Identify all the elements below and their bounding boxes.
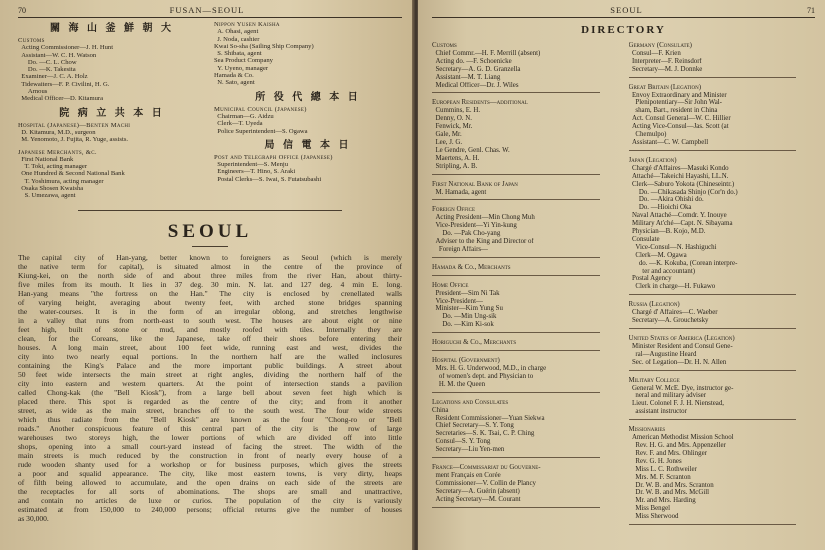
text-line: Post and Telegraph Office (Japanese) (214, 153, 333, 161)
text-line: Secretary—Liu Yen-men (432, 446, 505, 454)
entry-divider (432, 332, 600, 333)
text-line: Interpreter—F. Reinsdorf (628, 57, 702, 65)
text-line: One Hundred & Second National Bank (18, 170, 125, 178)
text-line: city into eastern and western quarters. At the point of intersection stands a pavilion (18, 378, 402, 388)
text-line: J. Noda, cashier (214, 35, 260, 43)
text-line: Japan (Legation) (628, 156, 677, 164)
text-line: Chemulpo) (628, 131, 667, 139)
text-line: five miles from its mouth. It lies in 37 deg. 30 min. N. lat. and 127 deg. 4 min E. long. (18, 279, 402, 289)
entry-divider (432, 174, 600, 175)
text-line: H. M. the Queen (432, 380, 486, 388)
text-line: Le Gendre, Genl. Chas. W. (432, 146, 510, 154)
text-line: The capital city of Han-yang, better known to foreigners as Seoul (which is merely (18, 252, 402, 262)
directory-entry (214, 106, 402, 135)
text-line: Do. —C. L. Chow (18, 58, 77, 66)
text-line: Consul—S. Y. Tong (432, 438, 491, 446)
text-line: Do. —Chikasada Shinjo (Cor'n do.) (628, 188, 738, 196)
text-line: Denny, O. N. (432, 115, 472, 123)
text-line: Plenipotentiary—Sir John Wal- (628, 99, 722, 107)
text-line: Chargé d' Affaires—C. Waeber (628, 309, 718, 317)
text-line: Han-yang means "the fortress on the Han." The city is enclosed by crenellated walls (18, 288, 402, 298)
directory-entry (432, 282, 619, 333)
text-line: Chairman—G. Aidzu (214, 112, 274, 120)
text-line: Postal Clerks—S. Iwai, S. Futatsubashi (214, 175, 322, 183)
text-line: European Residents—additional (432, 99, 528, 107)
right-page (418, 0, 825, 550)
text-line: Secretary—A. Grouchetsky (628, 317, 709, 325)
text-line: Chief Secretary—S. Y. Tong (432, 422, 514, 430)
text-line: a poor and squalid appearance. The city, like most eastern towns, is very dirty, heaps (18, 468, 402, 478)
directory-entry (214, 154, 402, 183)
left-head-rule (18, 17, 402, 18)
text-line: Municipal Council (Japanese) (214, 105, 307, 113)
right-column-2 (629, 42, 816, 531)
text-line: Hospital (Japanese)—Benten Machi (18, 121, 131, 129)
chinese-characters-heading: 關 海 山 釜 鮮 朝 大 (50, 23, 174, 34)
text-line: Postal Agency (628, 275, 672, 283)
text-line: Kwai So-sha (Sailing Ship Company) (214, 42, 314, 50)
text-line: Minister—Kim Yung Su (432, 305, 503, 313)
entry-divider (432, 350, 600, 351)
right-column-1 (432, 42, 619, 531)
entry-divider (432, 507, 600, 508)
text-line: feet high, built of stone or mud, and mostly roofed with tiles. Internally they are (18, 324, 402, 334)
directory-entry (432, 339, 619, 351)
text-line: warehouses two storeys high, the lower portions of which are divided off into little (18, 432, 402, 442)
text-line: Sea Product Company (214, 57, 273, 65)
text-line: Cummins, E. H. (432, 107, 481, 115)
directory-entry (18, 122, 206, 144)
text-line: Maertens, A. H. (432, 154, 480, 162)
text-line: First National Bank (18, 155, 74, 163)
directory-entry (629, 377, 816, 421)
text-line: Acting do. —F. Schoenicke (432, 57, 512, 65)
directory-entry (432, 464, 619, 508)
text-line: Japanese Merchants, &c. (18, 148, 97, 156)
entry-divider (629, 150, 797, 151)
text-line: Hamada & Co., Merchants (432, 263, 511, 271)
text-line: Resident Commissioner—Yuan Siekwa (432, 414, 545, 422)
text-line: Horiguchi & Co., Merchants (432, 339, 517, 347)
text-line: Rev. F. and Mrs. Ohlinger (628, 449, 707, 457)
text-line: Germany (Consulate) (628, 42, 692, 49)
text-line: called Chong-kak (the "Bell Kiosk"), from a large bell about seven feet high which is (18, 387, 402, 397)
left-running-head (18, 6, 402, 15)
text-line: Acting President—Min Chong Muh (432, 214, 535, 222)
text-line: main streets is much reduced by the construction in front of nearly every house of a (18, 450, 402, 460)
left-column-1 (18, 21, 206, 205)
text-line: Consul—F. Krien (628, 49, 681, 57)
text-line: 50 feet wide intersects the main street at right angles, dividing the northern half of the (18, 369, 402, 379)
text-line: neral and military adviser (628, 392, 706, 400)
text-line: roads." Another conspicuous feature of this central part of the city is the row of large (18, 423, 402, 433)
directory-entry (629, 426, 816, 525)
directory-entry (432, 42, 619, 93)
text-line: General W. McE. Dye, instructor ge- (628, 384, 734, 392)
entry-divider (629, 294, 797, 295)
right-page-number: 71 (807, 6, 815, 15)
text-line: France—Commissariat du Gouverne- (432, 464, 541, 472)
left-page-number: 70 (18, 6, 26, 15)
text-line: Stripling, A. B. (432, 162, 478, 170)
text-line: Secretary—A. G. D. Granzella (432, 65, 521, 73)
text-line: China (432, 406, 449, 414)
text-line: Physician—B. Kojo, M.D. (628, 228, 706, 236)
text-line: Lieut. Colonel F. J. H. Nienstead, (628, 400, 725, 408)
text-line: the receptacles for all sorts of abominations. The shops are small and unattractive, (18, 486, 402, 496)
entry-divider (432, 92, 600, 93)
text-line: Russia (Legation) (628, 301, 680, 309)
text-line: Clerk—Saburo Yokota (Chineseintr.) (628, 180, 735, 188)
text-line: Sec. of Legation—Dr. H. N. Allen (628, 358, 727, 366)
text-line: Legations and Consulates (432, 398, 509, 406)
text-line: President—Sim Ni Tak (432, 289, 500, 297)
text-line: Mrs. H. G. Underwood, M.D., in charge (432, 365, 547, 372)
text-line: American Methodist Mission School (628, 434, 734, 442)
text-line: Fenwick, Mr. (432, 123, 473, 131)
directory-title: DIRECTORY (581, 24, 666, 36)
text-line: ter and accountant) (628, 267, 696, 275)
text-line: Hospital (Government) (432, 357, 500, 365)
text-line: placed there. This spot is regarded as the centre of the city; and from it another (18, 396, 402, 406)
text-line: Adviser to the King and Director of (432, 238, 534, 246)
text-line: Chief Commr.—H. F. Merrill (absent) (432, 49, 541, 57)
seoul-heading: SEOUL (167, 220, 253, 242)
text-line: Tidewaiters—F. P. Civilini, H. G. (18, 80, 110, 88)
directory-entry (629, 335, 816, 371)
left-column-2 (214, 21, 402, 205)
text-line: Do. —Min Ung-sik (432, 313, 497, 321)
text-line: estimated at from 150,000 to 240,000 persons; official returns give the number of houses (18, 504, 402, 514)
directory-entry (18, 37, 206, 103)
text-line: Superintendent—S. Menju (214, 161, 288, 169)
text-line: Acting Secretary—M. Courant (432, 495, 521, 503)
seoul-description (18, 253, 402, 523)
text-line: as 30,000. (18, 513, 49, 523)
directory-entry (432, 181, 619, 201)
text-line: Secretary—M. J. Donnke (628, 65, 703, 73)
text-line: Naval Attaché—Comdr. Y. Inouye (628, 212, 727, 220)
right-running-title: SEOUL (610, 5, 643, 15)
directory-entry (432, 357, 619, 393)
text-line: Foreign Affairs— (432, 245, 488, 253)
text-line: Miss Bengel (628, 505, 671, 513)
text-line: of varying height, averaging about twenty feet, with arched stone bridges spanning (18, 297, 402, 307)
text-line: in a valley that runs from north-east to south west. The houses are about eight or nine (18, 315, 402, 325)
text-line: Acting Vice-Consul—Jas. Scott (at (628, 123, 729, 131)
text-line: A. Ohasi, agent (214, 28, 259, 36)
directory-entry (629, 84, 816, 151)
text-line: which thus radiate from the "Bell Kiosk" are known as the four "Chong-ro or "Bell (18, 414, 402, 424)
text-line: Home Office (432, 281, 469, 289)
text-line: Customs (432, 42, 457, 49)
text-line: Miss L. C. Rothweiler (628, 465, 697, 473)
directory-entry (432, 99, 619, 174)
text-line: Customs (18, 37, 45, 44)
chinese-characters-heading: 局 信 電 本 日 (264, 139, 352, 151)
text-line: D. Kitamura, M.D., surgeon (18, 128, 96, 136)
text-line: Secretaries—S. K. Tsai, C. P. Ching (432, 430, 535, 438)
text-line: Mr. and Mrs. Harding (628, 497, 696, 505)
directory-entry (432, 264, 619, 276)
text-line: Dr. W. B. and Mrs. Scranton (628, 481, 714, 489)
text-line: Lee, J. G. (432, 138, 463, 146)
text-line: city into two nearly equal portions. In the northern half are the walled inclosures (18, 351, 402, 361)
text-line: Kiung-kei, on the north side of and about three miles from the river Han, about thirty- (18, 270, 402, 280)
chinese-characters-heading: 所 役 代 總 本 日 (255, 91, 361, 103)
entry-divider (629, 77, 797, 78)
directory-entry (214, 21, 402, 87)
entry-divider (629, 524, 797, 525)
text-line: M. Yenomoto, J. Fujita, R. Yuge, assists. (18, 136, 129, 144)
directory-entry (432, 399, 619, 458)
entry-divider (629, 328, 797, 329)
text-line: Do. —Hioichi Oka (628, 204, 692, 212)
text-line: T. Toki, acting manager (18, 163, 88, 171)
text-line: United States of America (Legation) (628, 335, 735, 342)
text-line: Chargé d'Affaires—Masuki Kondo (628, 164, 729, 172)
text-line: S. Umezawa, agent (18, 192, 76, 200)
directory-entry (629, 42, 816, 78)
text-line: Engineers—T. Hino, S. Araki (214, 168, 296, 176)
text-line: Envoy Extraordinary and Minister (628, 91, 727, 99)
directory-entry (629, 157, 816, 295)
text-line: Do. —Kim Ki-sok (432, 321, 494, 329)
text-line: Medical Officer—D. Kitamura (18, 95, 104, 103)
text-line: Rev. G. H. Jones (628, 457, 682, 465)
text-line: Arnous (18, 88, 48, 96)
text-line: Act. Consul General—W. C. Hillier (628, 115, 731, 123)
text-line: Hamada & Co. (214, 72, 254, 80)
text-line: Attaché—Takeichi Hayashi, LL.N. (628, 172, 729, 180)
text-line: Clerk—M. Ogawa (628, 251, 687, 259)
text-line: Miss Sherwood (628, 513, 679, 521)
text-line: Mrs. M. F. Scranton (628, 473, 691, 481)
text-line: Clerk—T. Uyeda (214, 120, 263, 128)
text-line: Vice-President— (432, 297, 483, 305)
text-line: the water-courses. It is in the form of an irregular oblong, and stretches lengthwise (18, 306, 402, 316)
text-line: and contain no articles de luxe or curios. The population of the city is variously (18, 495, 402, 505)
text-line: clean, for the Coreans, like the Japanese, take off their shoes before entering their (18, 333, 402, 343)
heading-underline (192, 246, 228, 247)
text-line: do. —K. Kokuba, (Corean interpre- (628, 259, 738, 267)
entry-divider (432, 275, 600, 276)
text-line: Medical Officer—Dr. J. Wiles (432, 81, 519, 89)
text-line: Do. —K. Takesita (18, 66, 76, 74)
text-line: sham, Bart., resident in China (628, 107, 718, 115)
text-line: N. Sato, agent (214, 79, 255, 87)
text-line: Acting Commissioner—J. H. Hunt (18, 44, 114, 52)
text-line: M. Hamada, agent (432, 188, 487, 196)
section-divider (78, 210, 342, 211)
text-line: assistant instructor (628, 408, 687, 416)
text-line: Rev. H. G. and Mrs. Appenzeller (628, 441, 726, 449)
right-directory-columns (432, 42, 815, 531)
text-line: T. Yoshimura, acting manager (18, 177, 104, 185)
text-line: Secretary—A. Guérin (absent) (432, 487, 520, 495)
entry-divider (629, 419, 797, 420)
left-directory-columns (18, 21, 402, 205)
text-line: rude wooden shanty used for a workshop or for business purposes, which gives the streets (18, 459, 402, 469)
text-line: Foreign Office (432, 206, 476, 214)
text-line: street, as wide as the main street, branches off to the south west. The four wide streets (18, 405, 402, 415)
text-line: the native term for capital), is situated almost in the centre of the province of (18, 261, 402, 271)
text-line: Nippon Yusen Kaisha (214, 21, 280, 28)
text-line: Police Superintendent—S. Ogawa (214, 127, 308, 135)
text-line: Assistant—C. W. Campbell (628, 138, 709, 146)
text-line: Gale, Mr. (432, 131, 462, 139)
text-line: Assistant—M. T. Liang (432, 73, 501, 81)
text-line: Y. Uyeno, manager (214, 64, 269, 72)
text-line: of women's dept. and Physician to (432, 372, 534, 380)
text-line: Clerk in charge—H. Fukawo (628, 283, 716, 291)
text-line: Consulate (628, 235, 660, 243)
directory-entry (432, 206, 619, 257)
text-line: Military At'ché—Capt. N. Sibayama (628, 220, 733, 228)
right-head-rule (432, 17, 815, 18)
entry-divider (432, 457, 600, 458)
text-line: Vice-Consul—N. Hashiguchi (628, 243, 717, 251)
text-line: Examiner—J. C. A. Holz (18, 73, 88, 81)
text-line: of filth being allowed to accumulate, and the open drains on each side of the streets are (18, 477, 402, 487)
text-line: Assistant—W. C. H. Watson (18, 51, 97, 59)
entry-divider (432, 199, 600, 200)
text-line: Great Britain (Legation) (628, 83, 702, 91)
entry-divider (432, 257, 600, 258)
text-line: Vice-President—Yi Yin-kung (432, 222, 517, 230)
text-line: Missionaries (628, 426, 666, 434)
right-running-head (432, 6, 815, 15)
left-running-title: FUSAN—SEOUL (169, 5, 245, 15)
text-line: Osaka Shosen Kwaisha (18, 185, 84, 193)
directory-entry (629, 301, 816, 329)
text-line: ral—Augustine Heard (628, 350, 697, 358)
text-line: containing the King's Palace and the more important public buildings. A street about (18, 360, 402, 370)
text-line: Do. —Akira Ohishi do. (628, 196, 704, 204)
text-line: S. Shibata, agent (214, 50, 262, 58)
text-line: Dr. W. B. and Mrs. McGill (628, 489, 710, 497)
text-line: First National Bank of Japan (432, 180, 518, 188)
text-line: Minister Resident and Consul Gene- (628, 342, 733, 350)
entry-divider (432, 392, 600, 393)
entry-divider (629, 370, 797, 371)
text-line: houses. A long main street, about 100 feet wide, running east and west, divides the (18, 342, 402, 352)
text-line: Military College (628, 376, 680, 384)
directory-entry (18, 149, 206, 200)
chinese-characters-heading: 院 病 立 共 本 日 (59, 107, 165, 119)
text-line: Do. —Pak Cho-yang (432, 230, 501, 238)
text-line: shops, opening into a small court-yard instead of facing the street. The width of the (18, 441, 402, 451)
text-line: ment Français en Corée (432, 471, 501, 479)
text-line: Commissioner—V. Collin de Plancy (432, 479, 536, 487)
